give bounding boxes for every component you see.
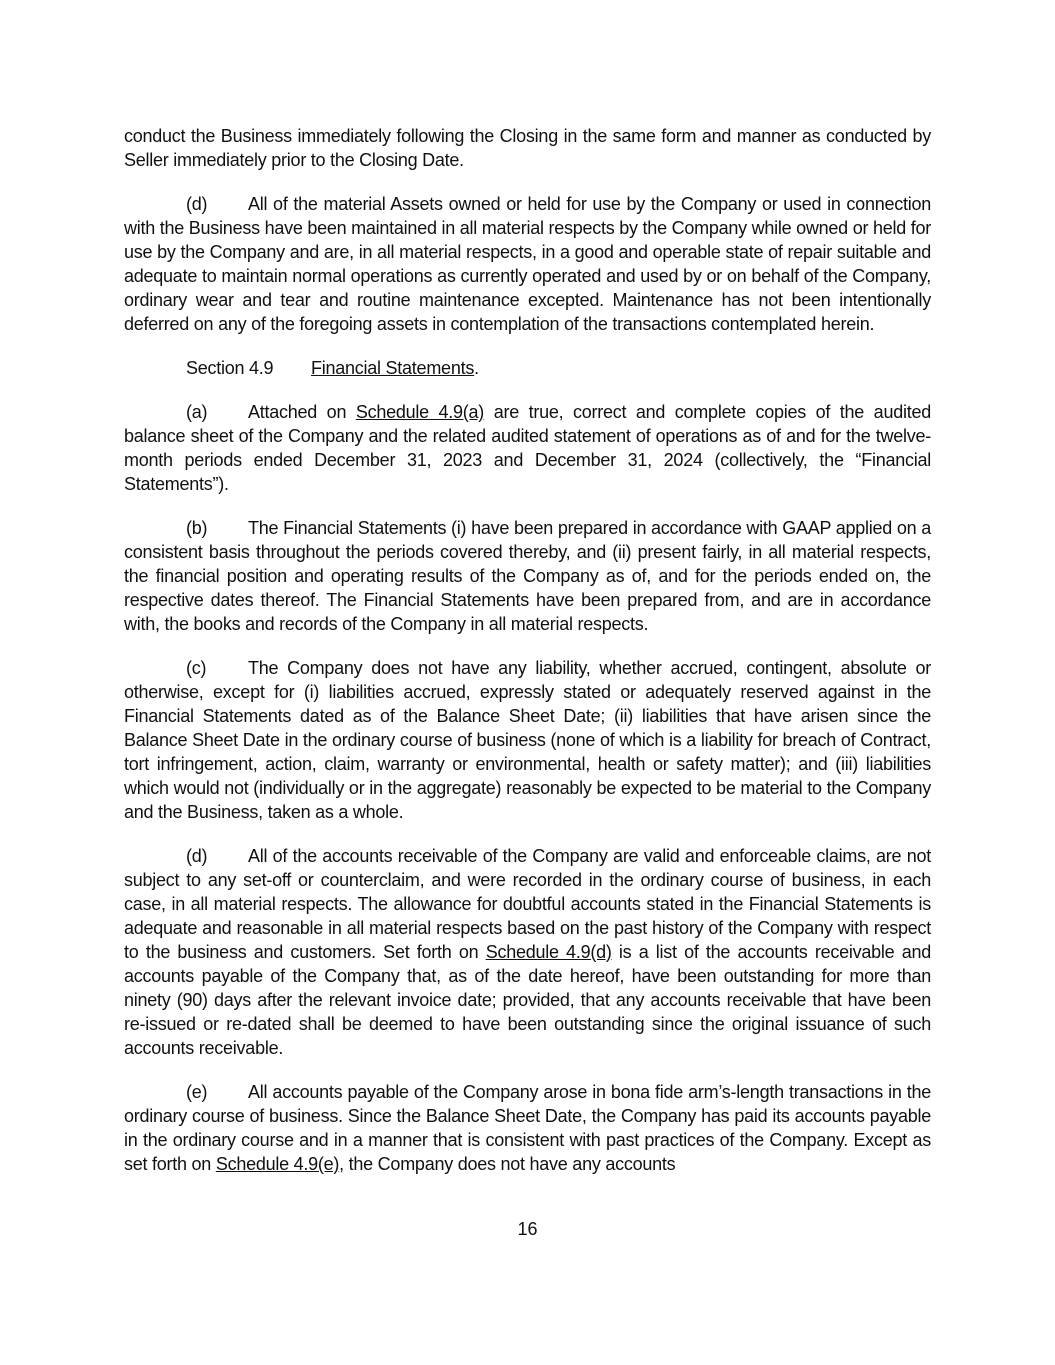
paragraph-text: All of the material Assets owned or held for use by the Company or used in connection with the Business have been maintained in all material respects by the Company while owned or held for use by the Company and are, in all material respects, in a good and operable state of repair suitable and adequate to maintain normal operations as currently operated and used by or on behalf of the Company, ordinary wear and tear and routine maintenance excepted. Maintenance has not been intentionally deferred on any of the foregoing assets in contemplation of the transactions contemplated herein. xyxy=(124,194,931,334)
paragraph-text-after: is a list of the accounts receivable and accounts payable of the Company that, as of the date hereof, have been outstanding for more than ninety (90) days after the relevant invoice date; provided, that any accounts receivable that have been re-issued or re-dated shall be deemed to have been outstanding since the original issuance of such accounts receivable. xyxy=(124,942,931,1058)
paragraph-4-9-d xyxy=(124,844,931,1060)
paragraph-text-before: Attached on xyxy=(248,402,356,422)
schedule-reference: Schedule 4.9(d) xyxy=(485,942,612,962)
paragraph-number: (d) xyxy=(186,194,208,214)
section-heading-4-9 xyxy=(186,356,931,380)
paragraph-text-after: are true, correct and complete copies of the audited balance sheet of the Company and the related audited statement of operations as of and for the twelve-month periods ended December 31, 2023 and December 31, 2024 (collectively, the “Financial Statements”). xyxy=(124,402,931,494)
paragraph-4-8-d xyxy=(124,192,931,336)
paragraph-text: The Financial Statements (i) have been prepared in accordance with GAAP applied on a consistent basis throughout the periods covered thereby, and (ii) present fairly, in all material respects, the financial position and operating results of the Company as of, and for the periods ended on, the respective dates thereof. The Financial Statements have been prepared from, and are in accordance with, the books and records of the Company in all material respects. xyxy=(124,518,931,634)
paragraph-text-before: All of the accounts receivable of the Company are valid and enforceable claims, are not subject to any set-off or counterclaim, and were recorded in the ordinary course of business, in each case, in all material respects. The allowance for doubtful accounts stated in the Financial Statements is adequate and reasonable in all material respects based on the past history of the Company with respect to the business and customers. Set forth on xyxy=(124,846,931,962)
paragraph-text-after: , the Company does not have any accounts xyxy=(339,1154,676,1174)
page-number: 16 xyxy=(517,1219,538,1239)
paragraph-number: (c) xyxy=(186,658,207,678)
document-page xyxy=(124,124,931,1196)
paragraph-number: (e) xyxy=(186,1082,208,1102)
paragraph-text: The Company does not have any liability, whether accrued, contingent, absolute or otherwise, except for (i) liabilities accrued, expressly stated or adequately reserved against in the Financial Statements dated as of the Balance Sheet Date; (ii) liabilities that have arisen since the Balance Sheet Date in the ordinary course of business (none of which is a liability for breach of Contract, tort infringement, action, claim, warranty or environmental, health or safety matter); and (iii) liabilities which would not (individually or in the aggregate) reasonably be expected to be material to the Company and the Business, taken as a whole. xyxy=(124,658,931,822)
schedule-reference: Schedule 4.9(a) xyxy=(355,402,485,422)
section-title: Financial Statements xyxy=(311,358,475,378)
paragraph-number: (d) xyxy=(186,846,208,866)
paragraph-4-9-a xyxy=(124,400,931,496)
paragraph-4-9-b xyxy=(124,516,931,636)
section-number: Section 4.9 xyxy=(186,358,274,378)
paragraph-4-9-e xyxy=(124,1080,931,1176)
schedule-reference: Schedule 4.9(e) xyxy=(215,1154,340,1174)
paragraph-number: (b) xyxy=(186,518,208,538)
paragraph-number: (a) xyxy=(186,402,208,422)
continuation-paragraph: conduct the Business immediately following the Closing in the same form and manner as conducted by Seller immediately prior to the Closing Date. xyxy=(124,126,931,170)
section-title-suffix: . xyxy=(474,358,479,378)
paragraph-text-before: All accounts payable of the Company arose in bona fide arm’s-length transactions in the ordinary course of business. Since the Balance Sheet Date, the Company has paid its accounts payable in the ordinary course and in a manner that is consistent with past practices of the Company. Except as set forth on xyxy=(124,1082,931,1174)
paragraph-4-9-c xyxy=(124,656,931,824)
